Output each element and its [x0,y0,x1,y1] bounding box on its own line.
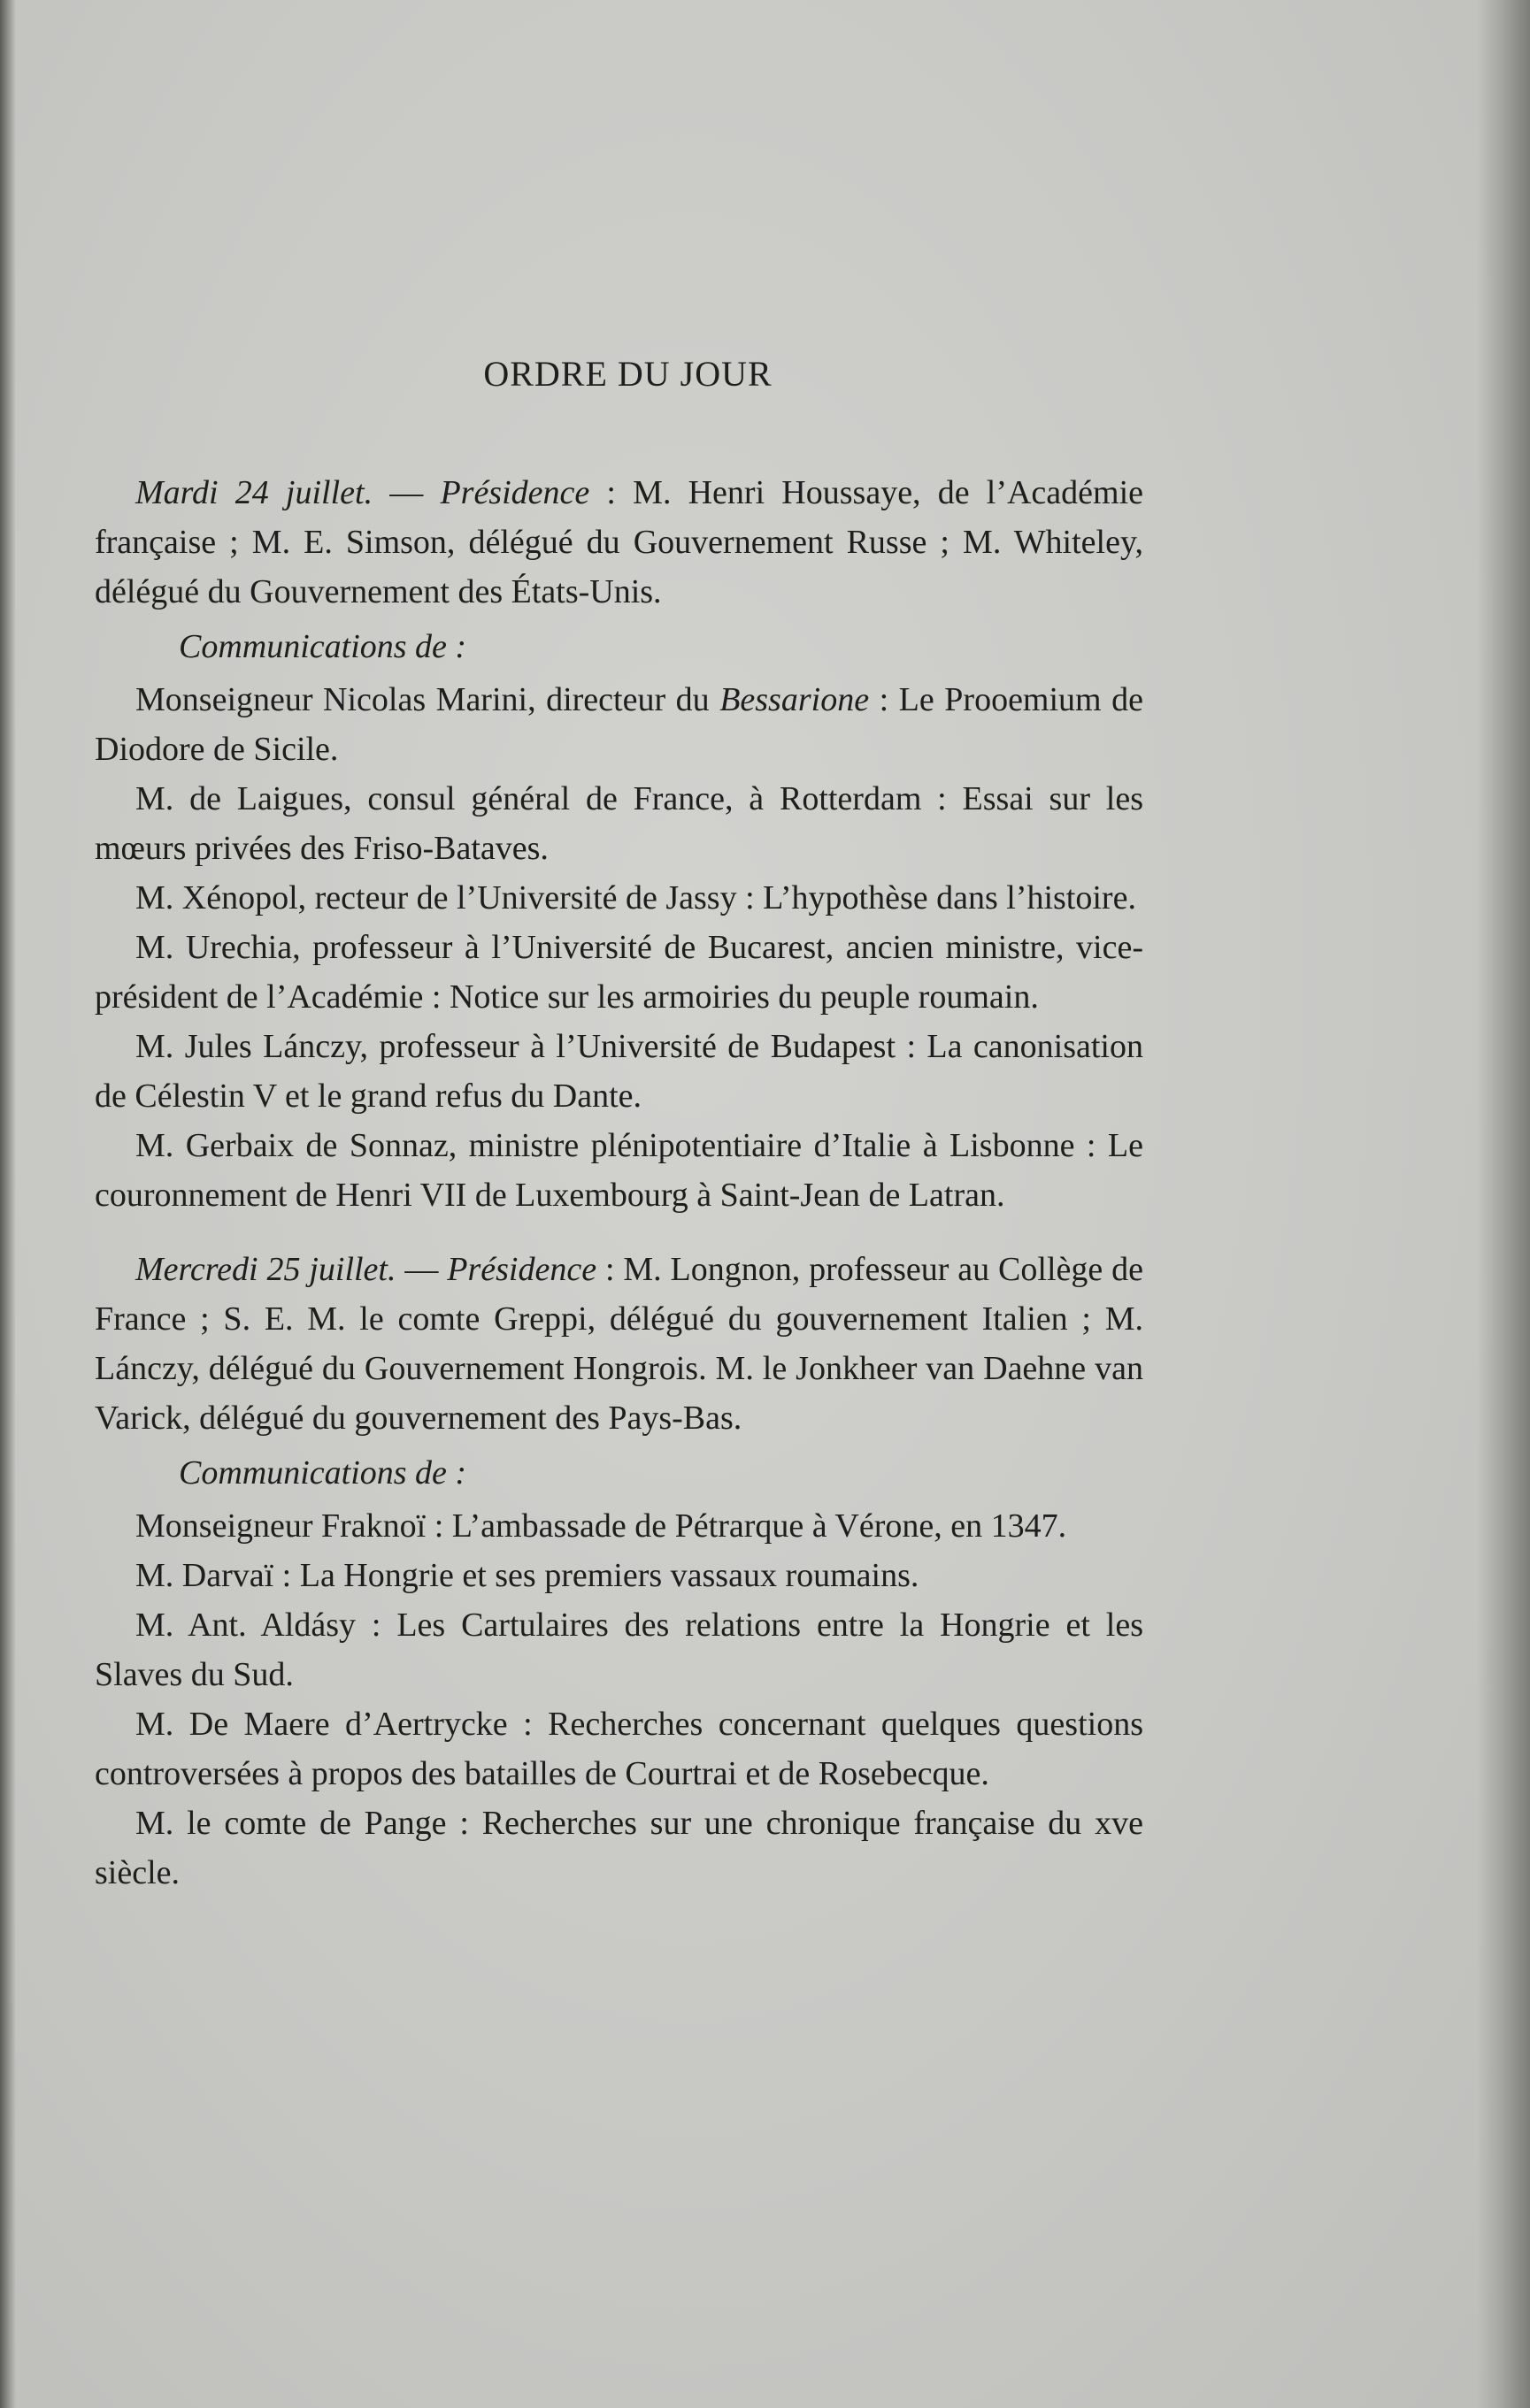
day-1-dash: — [373,474,441,511]
day-1-date: Mardi 24 juillet. [135,474,373,511]
day-section-2 [95,1245,1143,1898]
agenda-text-block [95,349,1143,1898]
day-section-1 [95,468,1143,1220]
day-2-date: Mercredi 25 juillet. [135,1251,396,1288]
day-2-communications-heading: Communications de : [179,1454,467,1492]
day-1-item: M. Gerbaix de Sonnaz, ministre plénipotentiaire d’Italie à Lisbonne : Le couronnement de Henri VII de Luxembourg à Saint-Jean de Latran. [95,1127,1143,1214]
day-1-item-0-text: Monseigneur Nicolas Marini, directeur du [135,681,720,718]
day-1-communications-heading: Communications de : [179,628,467,665]
day-2-item: M. le comte de Pange : Recherches sur une chronique française du xve siècle. [95,1805,1143,1891]
day-2-item: M. De Maere d’Aertrycke : Recherches concernant quelques questions controversées à propos des batailles de Courtrai et de Rosebecque. [95,1706,1143,1792]
day-1-item-0-after: : Le Prooemium de Diodore de Sicile. [95,681,1143,768]
day-2-item: Monseigneur Fraknoï : L’ambassade de Pétrarque à Vérone, en 1347. [135,1507,1067,1545]
page-left-edge-shadow [0,0,16,2408]
day-2-item: M. Ant. Aldásy : Les Cartulaires des relations entre la Hongrie et les Slaves du Sud. [95,1607,1143,1693]
day-1-item: M. Urechia, professeur à l’Université de Bucarest, ancien ministre, vice-président de l’Académie : Notice sur les armoiries du peuple roumain. [95,929,1143,1016]
day-1-presidence-text: : M. Henri Houssaye, de l’Académie française ; M. E. Simson, délégué du Gouvernement Russe ; M. Whiteley, délégué du Gouvernement des États-Unis. [95,474,1143,610]
day-1-item [95,675,1143,774]
day-1-item: M. Xénopol, recteur de l’Université de Jassy : L’hypothèse dans l’histoire. [135,879,1136,916]
day-2-presidence-label: Présidence [447,1251,597,1288]
day-2-presidence-text: : M. Longnon, professeur au Collège de France ; S. E. M. le comte Greppi, délégué du gouvernement Italien ; M. Lánczy, délégué du Gouvernement Hongrois. M. le Jonkheer van Daehne van Varick, délégué du gouvernement des Pays-Bas. [95,1251,1143,1437]
day-1-presidence-paragraph [95,468,1143,617]
day-1-item: M. Jules Lánczy, professeur à l’Université de Budapest : La canonisation de Célestin V et le grand refus du Dante. [95,1028,1143,1115]
day-2-dash: — [396,1251,448,1288]
day-2-presidence-paragraph [95,1245,1143,1443]
page-right-edge-shadow [1477,0,1530,2408]
day-1-item-0-italic: Bessarione [719,681,870,718]
day-1-item: M. de Laigues, consul général de France, à Rotterdam : Essai sur les mœurs privées des Friso-Bataves. [95,780,1143,867]
page-title: ORDRE DU JOUR [483,354,773,394]
day-2-item: M. Darvaï : La Hongrie et ses premiers vassaux roumains. [135,1557,919,1594]
day-1-presidence-label: Présidence [440,474,590,511]
